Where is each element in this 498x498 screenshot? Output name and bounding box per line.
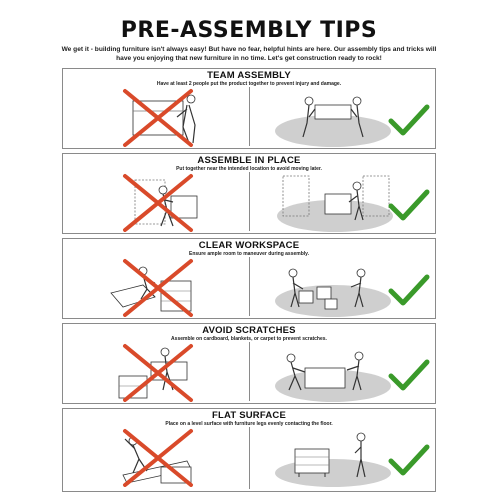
panel-divider — [249, 427, 250, 489]
tip-text: Place on a level surface with furniture legs evenly contacting the floor. — [165, 421, 333, 427]
tip-text: Ensure ample room to maneuver during assembly. — [189, 251, 309, 257]
tip-panel-clear-workspace — [62, 238, 436, 319]
tip-heading: FLAT SURFACE — [212, 410, 286, 421]
panel-divider — [249, 87, 250, 146]
wrong-way-illustration — [103, 427, 223, 487]
panel-divider — [249, 342, 250, 401]
checkmark-icon — [391, 362, 427, 388]
wrong-way-illustration — [103, 257, 223, 317]
tip-text: Put together near the intended location to avoid moving later. — [176, 166, 322, 172]
tip-heading: ASSEMBLE IN PLACE — [197, 155, 301, 166]
x-mark-icon — [125, 91, 191, 145]
tip-panel-assemble-in-place — [62, 153, 436, 234]
wrong-way-illustration — [103, 342, 223, 402]
right-way-illustration — [263, 172, 433, 234]
panel-divider — [249, 257, 250, 316]
wrong-way-illustration — [103, 172, 223, 232]
tip-panel-team-assembly — [62, 68, 436, 149]
tip-heading: AVOID SCRATCHES — [202, 325, 296, 336]
tip-heading: CLEAR WORKSPACE — [198, 240, 300, 251]
x-mark-icon — [125, 431, 191, 485]
right-way-illustration — [263, 87, 433, 149]
checkmark-icon — [391, 192, 427, 218]
right-way-illustration — [263, 257, 433, 319]
wrong-way-illustration — [103, 87, 223, 147]
intro-text: We get it - building furniture isn't always easy! But have no fear, helpful hints are here. Our assembly tips and tricks will have you enjoying that new furniture in no time. Let's get construction ready to rock! — [61, 46, 437, 62]
tip-panel-avoid-scratches — [62, 323, 436, 404]
tip-heading: TEAM ASSEMBLY — [207, 70, 291, 81]
right-way-illustration — [263, 427, 433, 489]
checkmark-icon — [391, 277, 427, 303]
checkmark-icon — [391, 107, 427, 133]
panel-divider — [249, 172, 250, 231]
tip-panel-flat-surface — [62, 408, 436, 492]
tip-text: Assemble on cardboard, blankets, or carpet to prevent scratches. — [171, 336, 327, 342]
tip-text: Have at least 2 people put the product together to prevent injury and damage. — [156, 81, 342, 87]
checkmark-icon — [391, 447, 427, 473]
right-way-illustration — [263, 342, 433, 404]
page-title: PRE-ASSEMBLY TIPS — [120, 18, 378, 43]
